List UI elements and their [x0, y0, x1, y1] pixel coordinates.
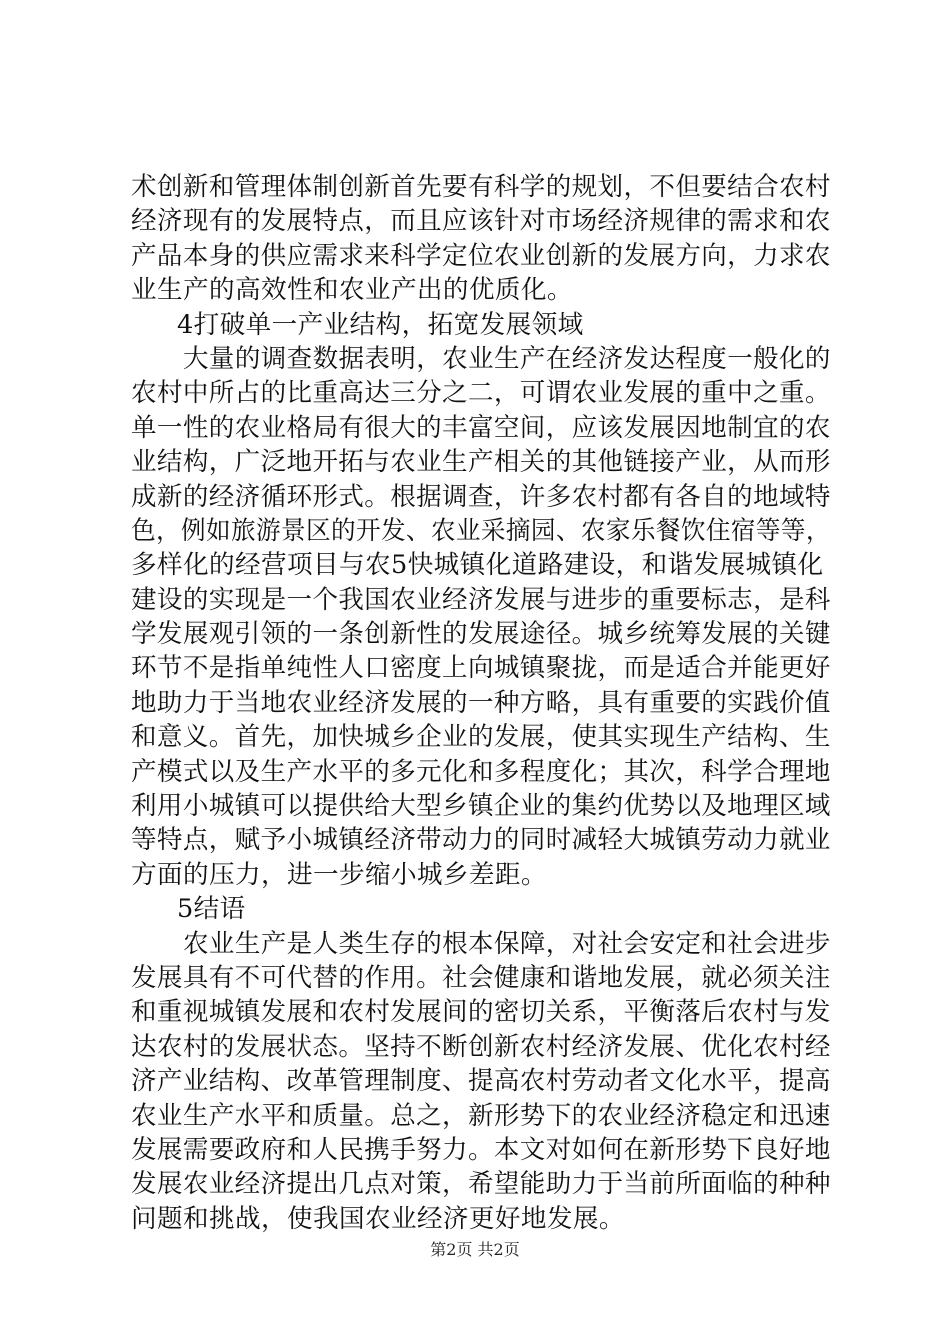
text-line: 和重视城镇发展和农村发展间的密切关系，平衡落后农村与发 [131, 997, 831, 1028]
text-line: 大量的调查数据表明，农业生产在经济发达程度一般化的 [183, 343, 831, 374]
text-line: 多样化的经营项目与农5快城镇化道路建设，和谐发展城镇化 [131, 550, 824, 581]
text-line: 环节不是指单纯性人口密度上向城镇聚拢，而是适合并能更好 [131, 653, 831, 684]
text-line: 济产业结构、改革管理制度、提高农村劳动者文化水平，提高 [131, 1066, 831, 1097]
text-line: 发展农业经济提出几点对策，希望能助力于当前所面临的种种 [131, 1169, 831, 1200]
page-footer [0, 1239, 950, 1261]
text-line: 发展具有不可代替的作用。社会健康和谐地发展，就必须关注 [131, 962, 831, 993]
text-line: 方面的压力，进一步缩小城乡差距。 [131, 859, 547, 890]
text-line: 单一性的农业格局有很大的丰富空间，应该发展因地制宜的农 [131, 412, 831, 443]
text-line: 术创新和管理体制创新首先要有科学的规划，不但要结合农村 [131, 172, 831, 202]
text-line: 问题和挑战，使我国农业经济更好地发展。 [131, 1203, 625, 1234]
paragraph [131, 170, 831, 308]
text-line: 产模式以及生产水平的多元化和多程度化；其次，科学合理地 [131, 756, 831, 787]
text-line: 学发展观引领的一条创新性的发展途径。城乡统筹发展的关键 [131, 619, 831, 650]
section-heading [131, 308, 831, 342]
text-line: 色，例如旅游景区的开发、农业采摘园、农家乐餐饮住宿等等， [131, 515, 831, 546]
document-body [131, 170, 831, 1236]
text-line: 发展需要政府和人民携手努力。本文对如何在新形势下良好地 [131, 1134, 831, 1165]
heading-text: 5结语 [177, 894, 246, 925]
text-line: 农业生产水平和质量。总之，新形势下的农业经济稳定和迅速 [131, 1100, 831, 1131]
text-line: 达农村的发展状态。坚持不断创新农村经济发展、优化农村经 [131, 1031, 831, 1062]
heading-text: 4打破单一产业结构，拓宽发展领域 [177, 309, 584, 340]
text-line: 业结构，广泛地开拓与农业生产相关的其他链接产业，从而形 [131, 447, 831, 478]
page-number: 第2页 共2页 [430, 1240, 520, 1259]
text-line: 和意义。首先，加快城乡企业的发展，使其实现生产结构、生 [131, 722, 831, 753]
section-heading [131, 892, 831, 926]
text-line: 业生产的高效性和农业产出的优质化。 [131, 275, 573, 306]
text-line: 产品本身的供应需求来科学定位农业创新的发展方向，力求农 [131, 240, 831, 271]
paragraph [131, 927, 831, 1237]
text-line: 利用小城镇可以提供给大型乡镇企业的集约优势以及地理区域 [131, 791, 831, 822]
text-line: 农村中所占的比重高达三分之二，可谓农业发展的重中之重。 [131, 378, 831, 409]
text-line: 等特点，赋予小城镇经济带动力的同时减轻大城镇劳动力就业 [131, 825, 831, 856]
text-line: 成新的经济循环形式。根据调查，许多农村都有各自的地域特 [131, 481, 831, 512]
text-line: 农业生产是人类生存的根本保障，对社会安定和社会进步 [183, 928, 831, 959]
paragraph [131, 342, 831, 892]
text-line: 经济现有的发展特点，而且应该针对市场经济规律的需求和农 [131, 206, 831, 237]
text-line: 建设的实现是一个我国农业经济发展与进步的重要标志，是科 [131, 584, 831, 615]
text-line: 地助力于当地农业经济发展的一种方略，具有重要的实践价值 [131, 687, 831, 718]
